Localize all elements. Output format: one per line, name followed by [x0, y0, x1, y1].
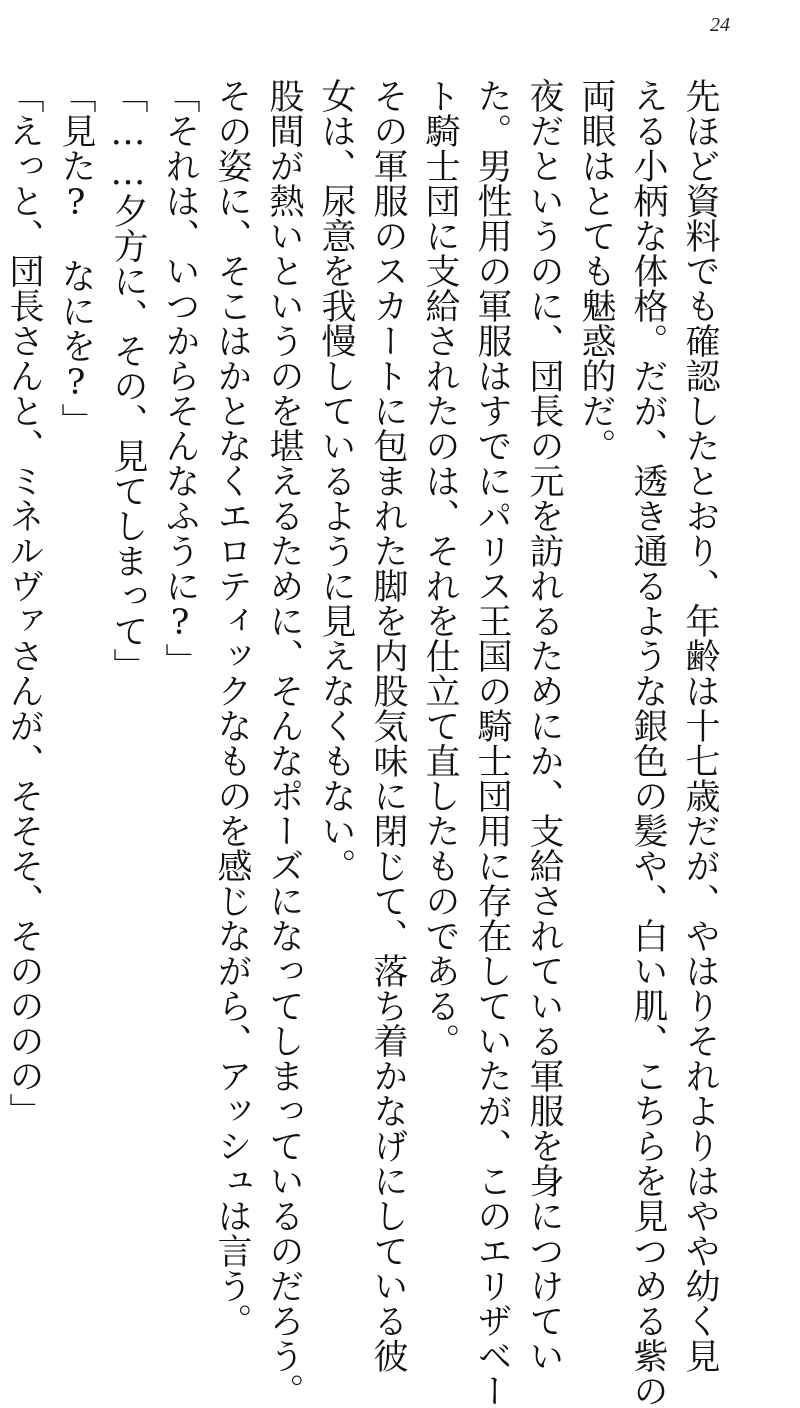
text-line: た。男性用の軍服はすでにパリス王国の騎士団用に存在していたが、このエリザベー [472, 78, 512, 1408]
text-line: 股間が熱いというのを堪えるために、そんなポーズになってしまっているのだろう。 [264, 78, 304, 1408]
text-line: その軍服のスカートに包まれた脚を内股気味に閉じて、落ち着かなげにしている彼 [368, 78, 408, 1373]
text-line: 両眼はとても魅惑的だ。 [576, 78, 616, 463]
text-line: ト騎士団に支給されたのは、それを仕立て直したものである。 [420, 78, 460, 1058]
text-line: 「見た? なにを?」 [56, 78, 96, 438]
text-line: 先ほど資料でも確認したとおり、年齢は十七歳だが、やはりそれよりはやや幼く見 [680, 78, 720, 1373]
text-line: 「それは、いつからそんなふうに?」 [160, 78, 200, 678]
text-line: その姿に、そこはかとなくエロティックなものを感じながら、アッシュは言う。 [212, 78, 252, 1338]
body-text [4, 78, 726, 1408]
text-line: 「えっと、団長さんと、ミネルヴァさんが、そそそ、そのののの」 [4, 78, 44, 1128]
text-line: 女は、尿意を我慢しているように見えなくもない。 [316, 78, 356, 883]
page-number: 24 [710, 14, 730, 36]
text-line: 夜だというのに、団長の元を訪れるためにか、支給されている軍服を身につけてい [524, 78, 564, 1373]
text-line: 「……夕方に、その、見てしまって」 [108, 78, 148, 683]
text-line: える小柄な体格。だが、透き通るような銀色の髪や、白い肌、こちらを見つめる紫の [628, 78, 668, 1408]
